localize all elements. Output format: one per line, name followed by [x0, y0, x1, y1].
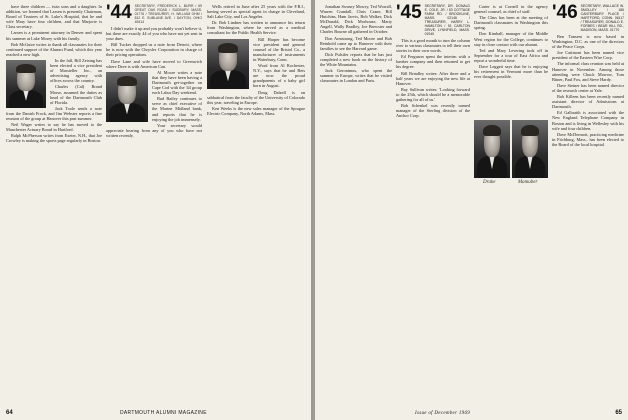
paragraph: Al Moore writes a note that they have been having a Dartmouth get-together on Cape Cod with the '44 group each Labor Day weekend. [152, 69, 202, 96]
paragraph: Word from Al Rochester, N.Y., says that he and Bets are now the proud grandparents of a baby girl born in August. [253, 63, 305, 89]
class-year: '45 [396, 4, 422, 23]
paragraph: Joe Cattinoni has been named vice president of the Eastern Wire Corp. [552, 50, 624, 61]
paragraph: The Class has been at the meeting of Dartmouth classmates in Washington this spring. [474, 15, 548, 31]
paragraph: Dave McDermott, practicing medicine in Fitchburg, Mass., has been elected to the Board of the local hospital. [552, 131, 624, 147]
portrait-photo-mamuber [512, 120, 548, 178]
paragraph: Wells retired in June after 25 years with the F.B.I., having served as special agent in charge in Cleveland, Salt Lake City, and Los Angeles. [207, 4, 305, 20]
paragraph: Ed Galbraith is associated with the New England Telephone Company in Boston and is living in Wellesley with his wife and four children. [552, 110, 624, 131]
paragraph: Ted and Mary Levering took off in September for a tour of East Africa and report a wonderful time. [474, 47, 548, 63]
paragraph: Jack Toole sends a note from the Danish Frock, and Jim Webster reports a fine reunion of the group at Hanover this past summer. [6, 105, 102, 121]
paragraph: Ben Tansem is now based in Washington, D.C. as one of the directors of the Peace Corps. [552, 34, 624, 50]
paragraph: Dr. Bob Lindner has written to announce his return from Washington, where he served as a medical consultant for the Public Health Service. [207, 20, 305, 36]
paragraph: Larsen is a prominent attorney in Denver and spent his summer at Lake Morey with his family. [6, 30, 102, 41]
paragraph: Bill Tucker dropped us a note from Detroit, where he is now with the Chrysler Corporation in charge of their pricing operations. [106, 42, 202, 58]
class-year: '44 [106, 4, 132, 23]
class-header-46 [552, 4, 624, 32]
right-column-1 [320, 4, 392, 400]
paragraph: Don Armstrong, Ted Moore and Bob Reinhold came up to Hanover with their families to see the Harvard game. [320, 35, 392, 51]
right-column-4 [552, 4, 624, 400]
paragraph: In the fall, Bill Zeising has been elected a vice president of Marsteller Inc., an advertising agency with offices across the country. [50, 57, 102, 84]
paragraph: Bud Bailey continues to serve as chief executive of the Marine Midland bank, and reports that he is enjoying the job immensely. [152, 96, 202, 122]
portrait-photo [6, 60, 46, 108]
paragraph: Dave Steiner has been named director of the research center at Yale. [552, 82, 624, 93]
paragraph: I didn't make it up and you probably won't believe it, but there are exactly 44 of you who have not yet sent in your dues. [106, 26, 202, 42]
paragraph: This is a good month to turn the column over to various classmates to tell their own stories in their own words. [396, 38, 470, 54]
paragraph: Bill Brindley writes: After three and a half years we are enjoying the new life at Hanover. [396, 70, 470, 86]
left-page [0, 0, 311, 420]
paragraph: Neil Wager writes to say he has moved to the Manchester Actuary Board in Hartford. [6, 122, 102, 133]
paragraph: Carter is at Cornell in the agency general counsel, as chief of staff. [474, 4, 548, 15]
paragraph: Bob Schenkel was recently named manager of the Sterling division of the Anchor Corp. [396, 103, 470, 119]
portrait-photo [106, 72, 148, 122]
photo-caption: Drake [483, 180, 496, 185]
paragraph: Ken Weeks is the new sales manager of the Sprague Electric Company, North Adams, Mass. [207, 105, 305, 116]
page-footer: Issue of December 1969 [415, 411, 471, 416]
class-header-45 [396, 4, 470, 36]
left-column-1 [6, 4, 102, 400]
right-column-3 [474, 4, 548, 400]
paragraph: Dave Leggett says that he is enjoying his retirement in Vermont more than he ever thought possible. [474, 64, 548, 80]
class-officers: SECRETARY, WALLACE W. SMOLLEY / 186 CANTERBURY PLACE / HARTFORD, CONN. 06117 / TREASURER, DONALD E. FORBES / BEAR HILL RD., MADISON, MASS. 01770 [580, 4, 624, 32]
paragraph: Ed Ferguson spent the interim with a lumber company and then returned to get his degree. [396, 54, 470, 70]
right-column-2 [396, 4, 470, 400]
paragraph: Your secretary would appreciate hearing from any of you who have not written recently. [106, 122, 202, 138]
portrait-photo [207, 39, 249, 89]
paragraph: The informal class reunion was held at Hanover in November. Among those attending were Chuck Morrow, Tom Bitner, Paul Fox, and Steve Hardy. [552, 61, 624, 82]
paragraph: Charles (Cal) Brand Morse, assumed the duties as head of the Dartmouth Club of Florida. [50, 84, 102, 105]
paragraph: Jonathan Swasey Mowry, Ted Worrall, Warren Crandall, Chris Crane, Bill Hutchins, Ham Jarvis, Bob Walker, Dick McDonald, Dick Morhouse, Marty Angell, Wally Bradley, Joe Brewster and Charles Bourne all gathered in October. [320, 4, 392, 35]
paragraph: Ray Sullivan writes: 'Looking forward to the 25th, which should be a memorable gathering for all of us.' [396, 86, 470, 103]
paragraph: Dick Pulsifer reports that he has just completed a new book on the history of the White Mountains. [320, 51, 392, 68]
left-column-2 [106, 4, 202, 400]
page-number: 65 [615, 410, 622, 416]
page-footer: DARTMOUTH ALUMNI MAGAZINE [120, 410, 207, 416]
paragraph: Bill Harper has become vice president and general counsel of the Bristol Co., a manufacturer of instruments in Waterbury, Conn. [253, 36, 305, 62]
paragraph: Ralph McPherson writes from Exeter, N.H., that Joe Crowley is making the sports page regularly in Boston. [6, 133, 102, 144]
photo-caption: Mamuber [518, 180, 538, 185]
class-officers: SECRETARY, DR. DONALD E. COLE, JR. / 53 COTTAGE FARM RD. / BROOKLINE, MASS. 02146 / TREASURER, HARRY L. HAMILTON / 51 CARLTON DRIVE, LYNNFIELD, MASS. 01940 [424, 4, 470, 36]
paragraph: Don Kimball, manager of the Middle West region for the College, continues to stay in close contact with our alumni. [474, 31, 548, 47]
class-officers: SECRETARY, FREDERICK L. BURR / 69 GREAT OAK ROAD / SUDBURY, MASS. 01776 / TREASURER, H. WILLIAM OHM / 812 E. SUBLANE AVE. / DAYTON, OHIO 45414 [134, 4, 202, 24]
paragraph: Bob Killeen has been recently named assistant director of Admissions at Dartmouth. [552, 94, 624, 110]
class-year: '46 [552, 4, 578, 23]
paragraph: Jack Geronimus, who spent the summer in Europe, writes that he visited classmates in London and Paris. [320, 68, 392, 84]
paragraph: Bob McGuire writes to thank all classmates for their continued support of the Alumni Fund, which this year reached a new high. [6, 41, 102, 57]
right-page [315, 0, 628, 420]
portrait-photo-drake [474, 120, 510, 178]
class-header-44 [106, 4, 202, 24]
page-number: 64 [6, 410, 13, 416]
paragraph: Doug Dalzell is on sabbatical from the faculty of the University of Colorado this year, traveling in Europe. [207, 89, 305, 105]
paragraph: have three children — twin sons and a daughter. In addition, we learned that Larsen is presently Chairman, Board of Trustees of St. Luke's Hospital, that he and wife Mary have four children, and that Marjorie is Class secretary. [6, 4, 102, 30]
left-column-3 [207, 4, 305, 400]
paragraph: Dave Lane and wife have moved to Greenwich where Dave is with American Can. [106, 58, 202, 69]
